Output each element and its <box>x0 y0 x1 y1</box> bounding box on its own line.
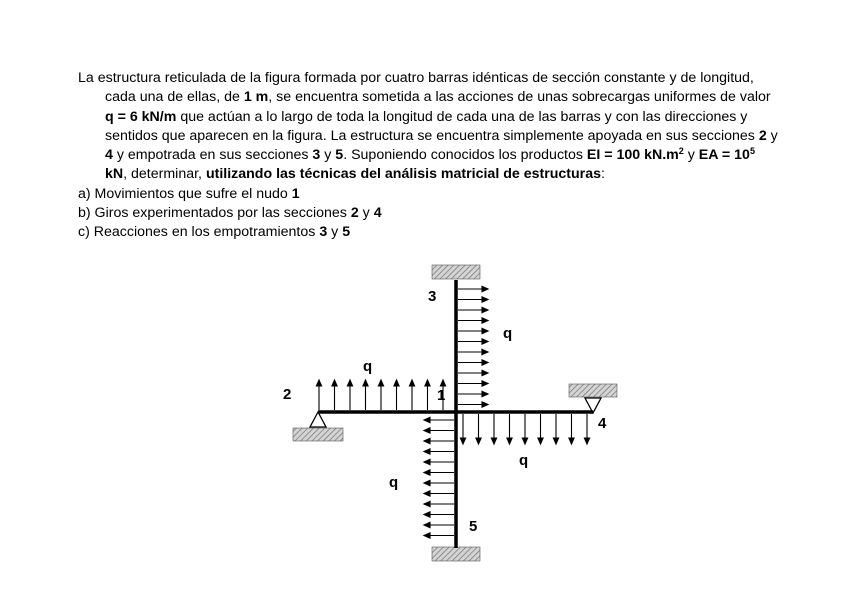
ei-exponent: 2 <box>678 146 684 157</box>
load-arrow <box>458 286 488 291</box>
statement-text: que actúan a lo largo de toda la longitud de cada una de las barras y con las direcciones y sentidos que aparecen en la figura. La estructura se encuentra simplemente apoyada en sus secciones <box>105 108 759 144</box>
node-label-3: 3 <box>428 288 437 305</box>
distributed-load-left-bar <box>316 380 445 410</box>
load-arrow <box>458 297 488 302</box>
load-arrow <box>458 318 488 323</box>
load-arrow <box>332 380 337 410</box>
distributed-load-right-bar <box>460 414 589 444</box>
load-arrow <box>424 459 454 464</box>
load-arrow <box>569 414 574 444</box>
load-label-bottom: q <box>389 474 399 491</box>
load-arrow <box>394 380 399 410</box>
statement-text: : <box>600 166 605 183</box>
method-text: utilizando las técnicas del análisis matricial de estructuras <box>205 166 601 183</box>
pin-support-right-hatch <box>569 384 617 397</box>
node-label-4: 4 <box>598 415 607 432</box>
load-arrow <box>458 349 488 354</box>
statement-text: , se encuentra sometida a las acciones de unas sobrecargas uniformes de valor <box>268 89 771 106</box>
fixed-support-bottom-hatch <box>432 547 480 561</box>
statement-text: y <box>320 147 336 164</box>
load-arrow <box>458 328 488 333</box>
load-arrow <box>363 380 368 410</box>
load-label-top: q <box>503 325 513 342</box>
load-arrow <box>424 491 454 496</box>
statement-text: , determinar, <box>123 166 206 183</box>
statement-text: y <box>766 127 778 144</box>
section-ref: 4 <box>105 147 113 164</box>
load-arrow <box>460 414 465 444</box>
question-ref: 1 <box>291 185 300 202</box>
load-arrow <box>458 370 488 375</box>
load-arrow <box>458 402 488 407</box>
section-ref: 2 <box>758 127 767 144</box>
load-arrow <box>424 449 454 454</box>
load-arrow <box>409 380 414 410</box>
pin-support-left-hatch <box>293 428 343 441</box>
bar-length: 1 m <box>243 89 269 106</box>
load-arrow <box>458 307 488 312</box>
question-ref: 4 <box>373 205 382 222</box>
load-arrow <box>476 414 481 444</box>
load-arrow <box>507 414 512 444</box>
question-text: y <box>327 224 343 241</box>
load-arrow <box>584 414 589 444</box>
section-ref: 3 <box>312 147 321 164</box>
load-label-right: q <box>519 452 529 469</box>
question-text: y <box>358 205 374 222</box>
load-arrow <box>378 380 383 410</box>
load-label-left: q <box>363 358 373 375</box>
load-arrow <box>458 391 488 396</box>
question-text: c) Reacciones en los empotramientos <box>78 224 320 241</box>
load-arrow <box>425 380 430 410</box>
ea-text: EA = 10 <box>698 147 750 164</box>
node-label-2: 2 <box>283 386 292 403</box>
load-arrow <box>424 417 454 422</box>
load-arrow <box>538 414 543 444</box>
load-arrow <box>424 533 454 538</box>
fixed-support-top-hatch <box>432 265 480 279</box>
load-arrow <box>347 380 352 410</box>
section-ref: 5 <box>335 147 344 164</box>
ea-unit: kN <box>105 166 124 183</box>
load-arrow <box>316 380 321 410</box>
load-arrow <box>424 512 454 517</box>
ei-text: EI = 100 kN.m <box>586 147 679 164</box>
question-ref: 3 <box>319 224 328 241</box>
load-arrow <box>424 522 454 527</box>
question-ref: 5 <box>342 224 351 241</box>
node-label-1: 1 <box>437 387 446 404</box>
load-arrow <box>424 428 454 433</box>
load-arrow <box>458 381 488 386</box>
question-ref: 2 <box>350 205 359 222</box>
distributed-load-top-bar <box>458 286 488 407</box>
ea-exponent: 5 <box>749 146 755 157</box>
question-text: a) Movimientos que sufre el nudo <box>78 185 292 202</box>
load-arrow <box>424 438 454 443</box>
load-value: q = 6 kN/m <box>105 108 177 125</box>
load-arrow <box>424 501 454 506</box>
question-text: b) Giros experimentados por las secciones <box>78 205 351 222</box>
load-arrow <box>424 470 454 475</box>
statement-text: y empotrada en sus secciones <box>112 147 313 164</box>
statement-text: . Suponiendo conocidos los productos <box>343 147 587 164</box>
pin-support-left-triangle <box>310 412 326 427</box>
load-arrow <box>522 414 527 444</box>
node-label-5: 5 <box>469 518 478 535</box>
load-arrow <box>424 480 454 485</box>
load-arrow <box>491 414 496 444</box>
distributed-load-bottom-bar <box>424 417 454 538</box>
load-arrow <box>458 339 488 344</box>
load-arrow <box>553 414 558 444</box>
load-arrow <box>458 360 488 365</box>
statement-text: La estructura reticulada de la figura formada por cuatro barras idénticas de sección constante y de longitud, cada una de ellas, de <box>78 70 754 106</box>
statement-text: y <box>683 147 699 164</box>
